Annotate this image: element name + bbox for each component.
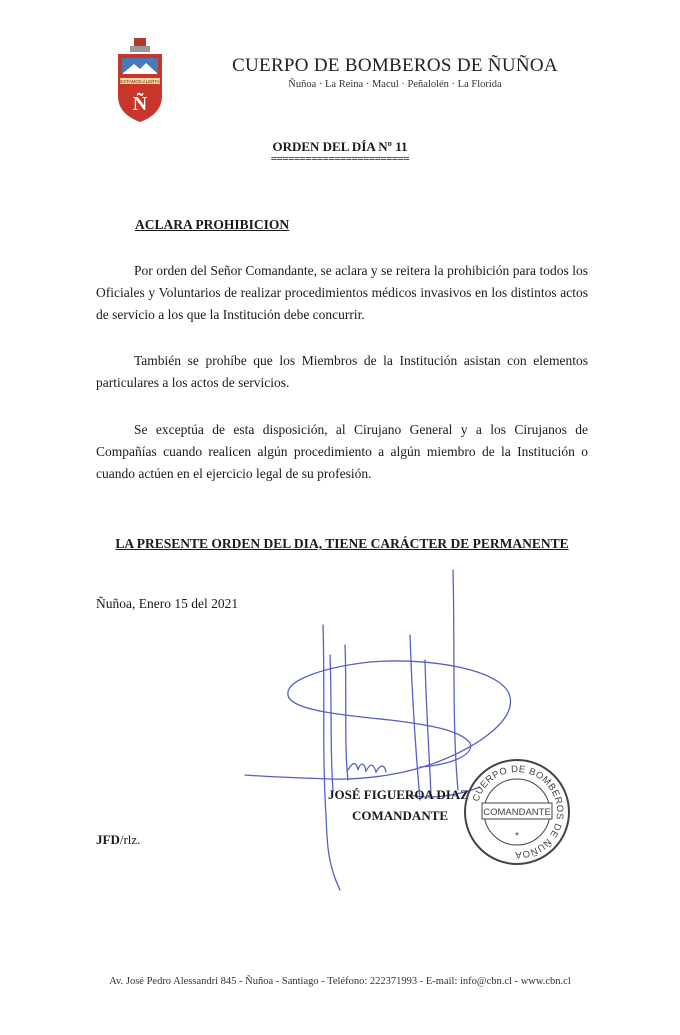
svg-text:COMANDANTE: COMANDANTE <box>483 807 551 818</box>
reference-initials <box>96 832 140 848</box>
initials-typist: /rlz. <box>119 832 141 847</box>
permanent-notice: LA PRESENTE ORDEN DEL DIA, TIENE CARÁCTER DE PERMANENTE <box>115 536 569 551</box>
section-heading: ACLARA PROHIBICION <box>135 217 290 232</box>
order-title-rule: ======================== <box>270 153 410 165</box>
org-name: CUERPO DE BOMBEROS DE ÑUÑOA <box>232 55 558 76</box>
footer-contact: Av. José Pedro Alessandri 845 - Ñuñoa - Santiago - Teléfono: 222371993 - E-mail: info@cbn.cl - www.cbn.cl <box>109 976 571 987</box>
bomberos-logo <box>112 38 168 122</box>
order-title: ORDEN DEL DÍA Nº 11 <box>272 139 408 154</box>
svg-text:*: * <box>515 831 519 842</box>
paragraph-1: Por orden del Señor Comandante, se aclara y se reitera la prohibición para todos los Oficiales y Voluntarios de realizar procedimientos médicos invasivos en los distintos actos de servicio a los que la Institución debe concurrir. <box>96 263 588 322</box>
paragraph-2: También se prohíbe que los Miembros de la Institución asistan con elementos particulares a los actos de servicios. <box>96 353 588 390</box>
official-stamp <box>462 757 572 867</box>
svg-text:ESTAMOS ALERTA: ESTAMOS ALERTA <box>120 79 160 84</box>
paragraph-3: Se exceptúa de esta disposición, al Cirujano General y a los Cirujanos de Compañías cuando realicen algún procedimiento a algún miembro de la Institución o cuando actúen en el ejercicio legal de su profesión. <box>96 422 588 481</box>
signer-name: JOSÉ FIGUEROA DIAZ <box>328 787 469 802</box>
dateline: Ñuñoa, Enero 15 del 2021 <box>96 596 239 611</box>
initials-signer: JFD <box>96 832 120 847</box>
svg-text:Ñ: Ñ <box>132 93 148 115</box>
signer-title: COMANDANTE <box>352 808 449 823</box>
svg-text:CUERPO DE BOMBEROS DE ÑUÑOA: CUERPO DE BOMBEROS DE ÑUÑOA <box>470 763 566 861</box>
org-communes: Ñuñoa · La Reina · Macul · Peñalolén · La Florida <box>288 79 502 90</box>
